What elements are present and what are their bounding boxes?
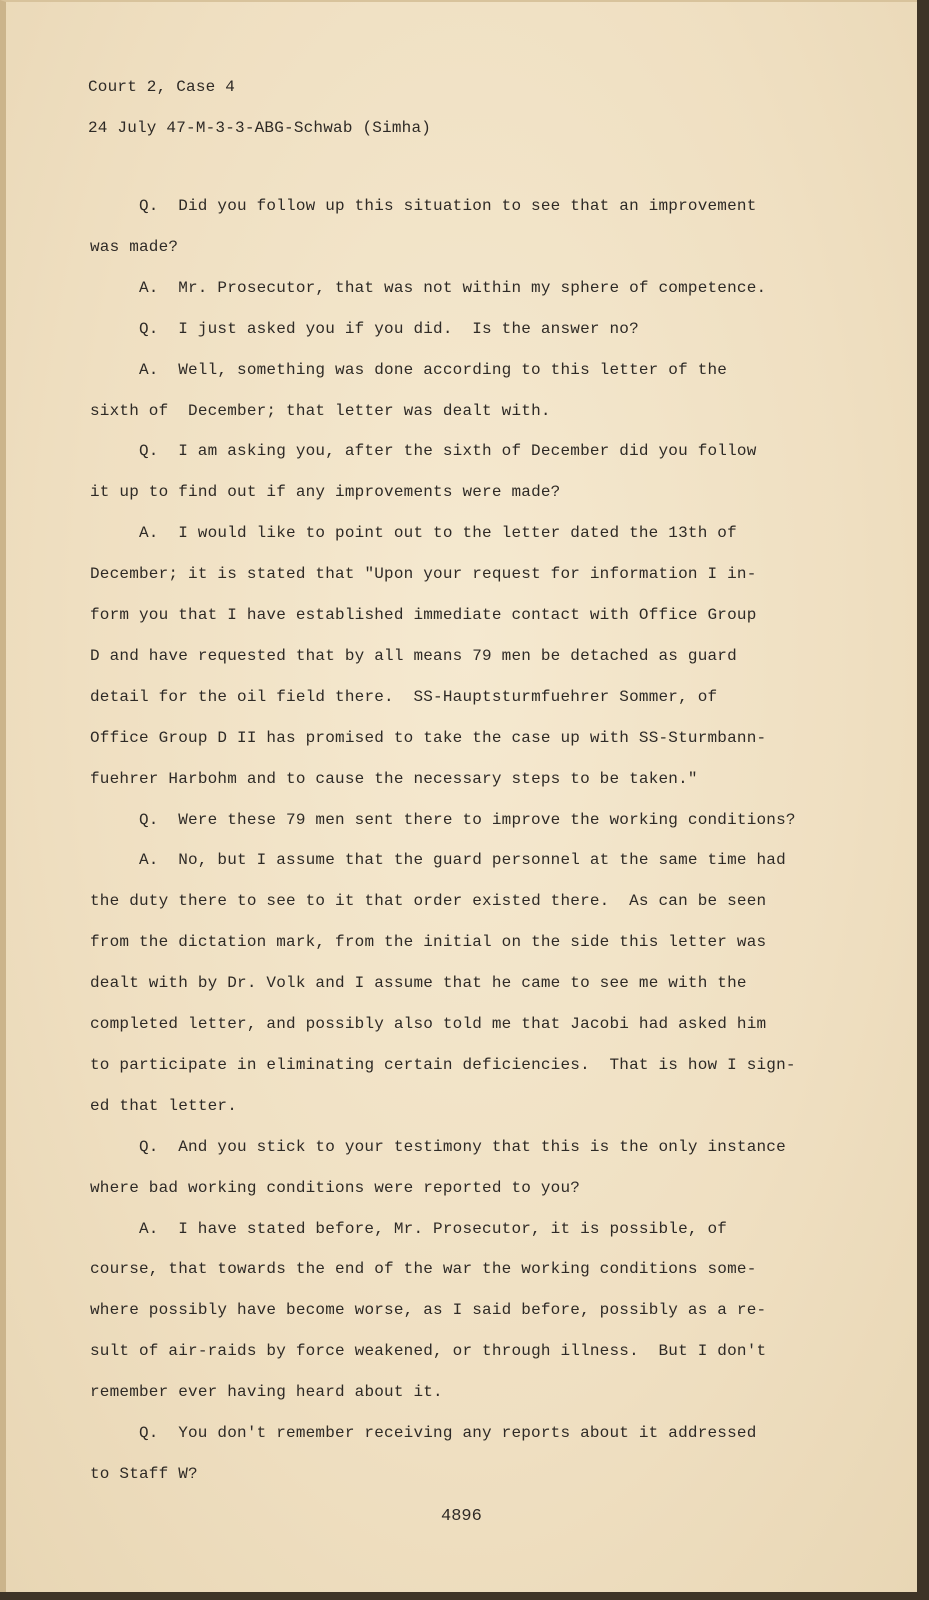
transcript-line: from the dictation mark, from the initial on the side this letter was <box>90 933 767 951</box>
transcript-line: where possibly have become worse, as I said before, possibly as a re- <box>90 1301 767 1319</box>
transcript-line: D and have requested that by all means 79 men be detached as guard <box>90 647 737 665</box>
transcript-line: A. No, but I assume that the guard personnel at the same time had <box>139 851 786 869</box>
transcript-line: Q. Did you follow up this situation to see that an improvement <box>139 197 757 215</box>
transcript-line: form you that I have established immediate contact with Office Group <box>90 606 757 624</box>
transcript-line: Q. You don't remember receiving any reports about it addressed <box>139 1424 757 1442</box>
transcript-line: detail for the oil field there. SS-Hauptsturmfuehrer Sommer, of <box>90 688 718 706</box>
transcript-line: Q. I am asking you, after the sixth of December did you follow <box>139 442 757 460</box>
transcript-line: to Staff W? <box>90 1465 198 1483</box>
transcript-line: where bad working conditions were reported to you? <box>90 1179 581 1197</box>
transcript-line: sixth of December; that letter was dealt with. <box>90 402 551 420</box>
transcript-line: Q. Were these 79 men sent there to improve the working conditions? <box>139 811 796 829</box>
transcript-line: A. I have stated before, Mr. Prosecutor, it is possible, of <box>139 1220 728 1238</box>
session-reference: 24 July 47-M-3-3-ABG-Schwab (Simha) <box>88 119 432 137</box>
transcript-line: completed letter, and possibly also told me that Jacobi had asked him <box>90 1015 767 1033</box>
transcript-line: Office Group D II has promised to take the case up with SS-Sturmbann- <box>90 729 767 747</box>
transcript-line: Q. I just asked you if you did. Is the answer no? <box>139 320 639 338</box>
court-case-header: Court 2, Case 4 <box>88 78 236 96</box>
transcript-line: A. Mr. Prosecutor, that was not within my sphere of competence. <box>139 279 767 297</box>
transcript-line: A. I would like to point out to the letter dated the 13th of <box>139 524 737 542</box>
transcript-line: remember ever having heard about it. <box>90 1383 443 1401</box>
transcript-line: to participate in eliminating certain deficiencies. That is how I sign- <box>90 1056 796 1074</box>
transcript-line: ed that letter. <box>90 1097 238 1115</box>
transcript-line: was made? <box>90 238 179 256</box>
transcript-line: Q. And you stick to your testimony that this is the only instance <box>139 1138 786 1156</box>
transcript-line: sult of air-raids by force weakened, or through illness. But I don't <box>90 1342 767 1360</box>
transcript-line: dealt with by Dr. Volk and I assume that he came to see me with the <box>90 974 747 992</box>
transcript-line: it up to find out if any improvements were made? <box>90 483 561 501</box>
transcript-line: December; it is stated that "Upon your request for information I in- <box>90 565 757 583</box>
transcript-line: course, that towards the end of the war the working conditions some- <box>90 1260 757 1278</box>
transcript-line: A. Well, something was done according to this letter of the <box>139 361 728 379</box>
scan-edge-right <box>917 0 929 1600</box>
transcript-line: fuehrer Harbohm and to cause the necessary steps to be taken." <box>90 770 698 788</box>
scan-edge-bottom <box>0 1592 929 1600</box>
transcript-line: the duty there to see to it that order existed there. As can be seen <box>90 892 767 910</box>
page-number: 4896 <box>441 1507 482 1526</box>
